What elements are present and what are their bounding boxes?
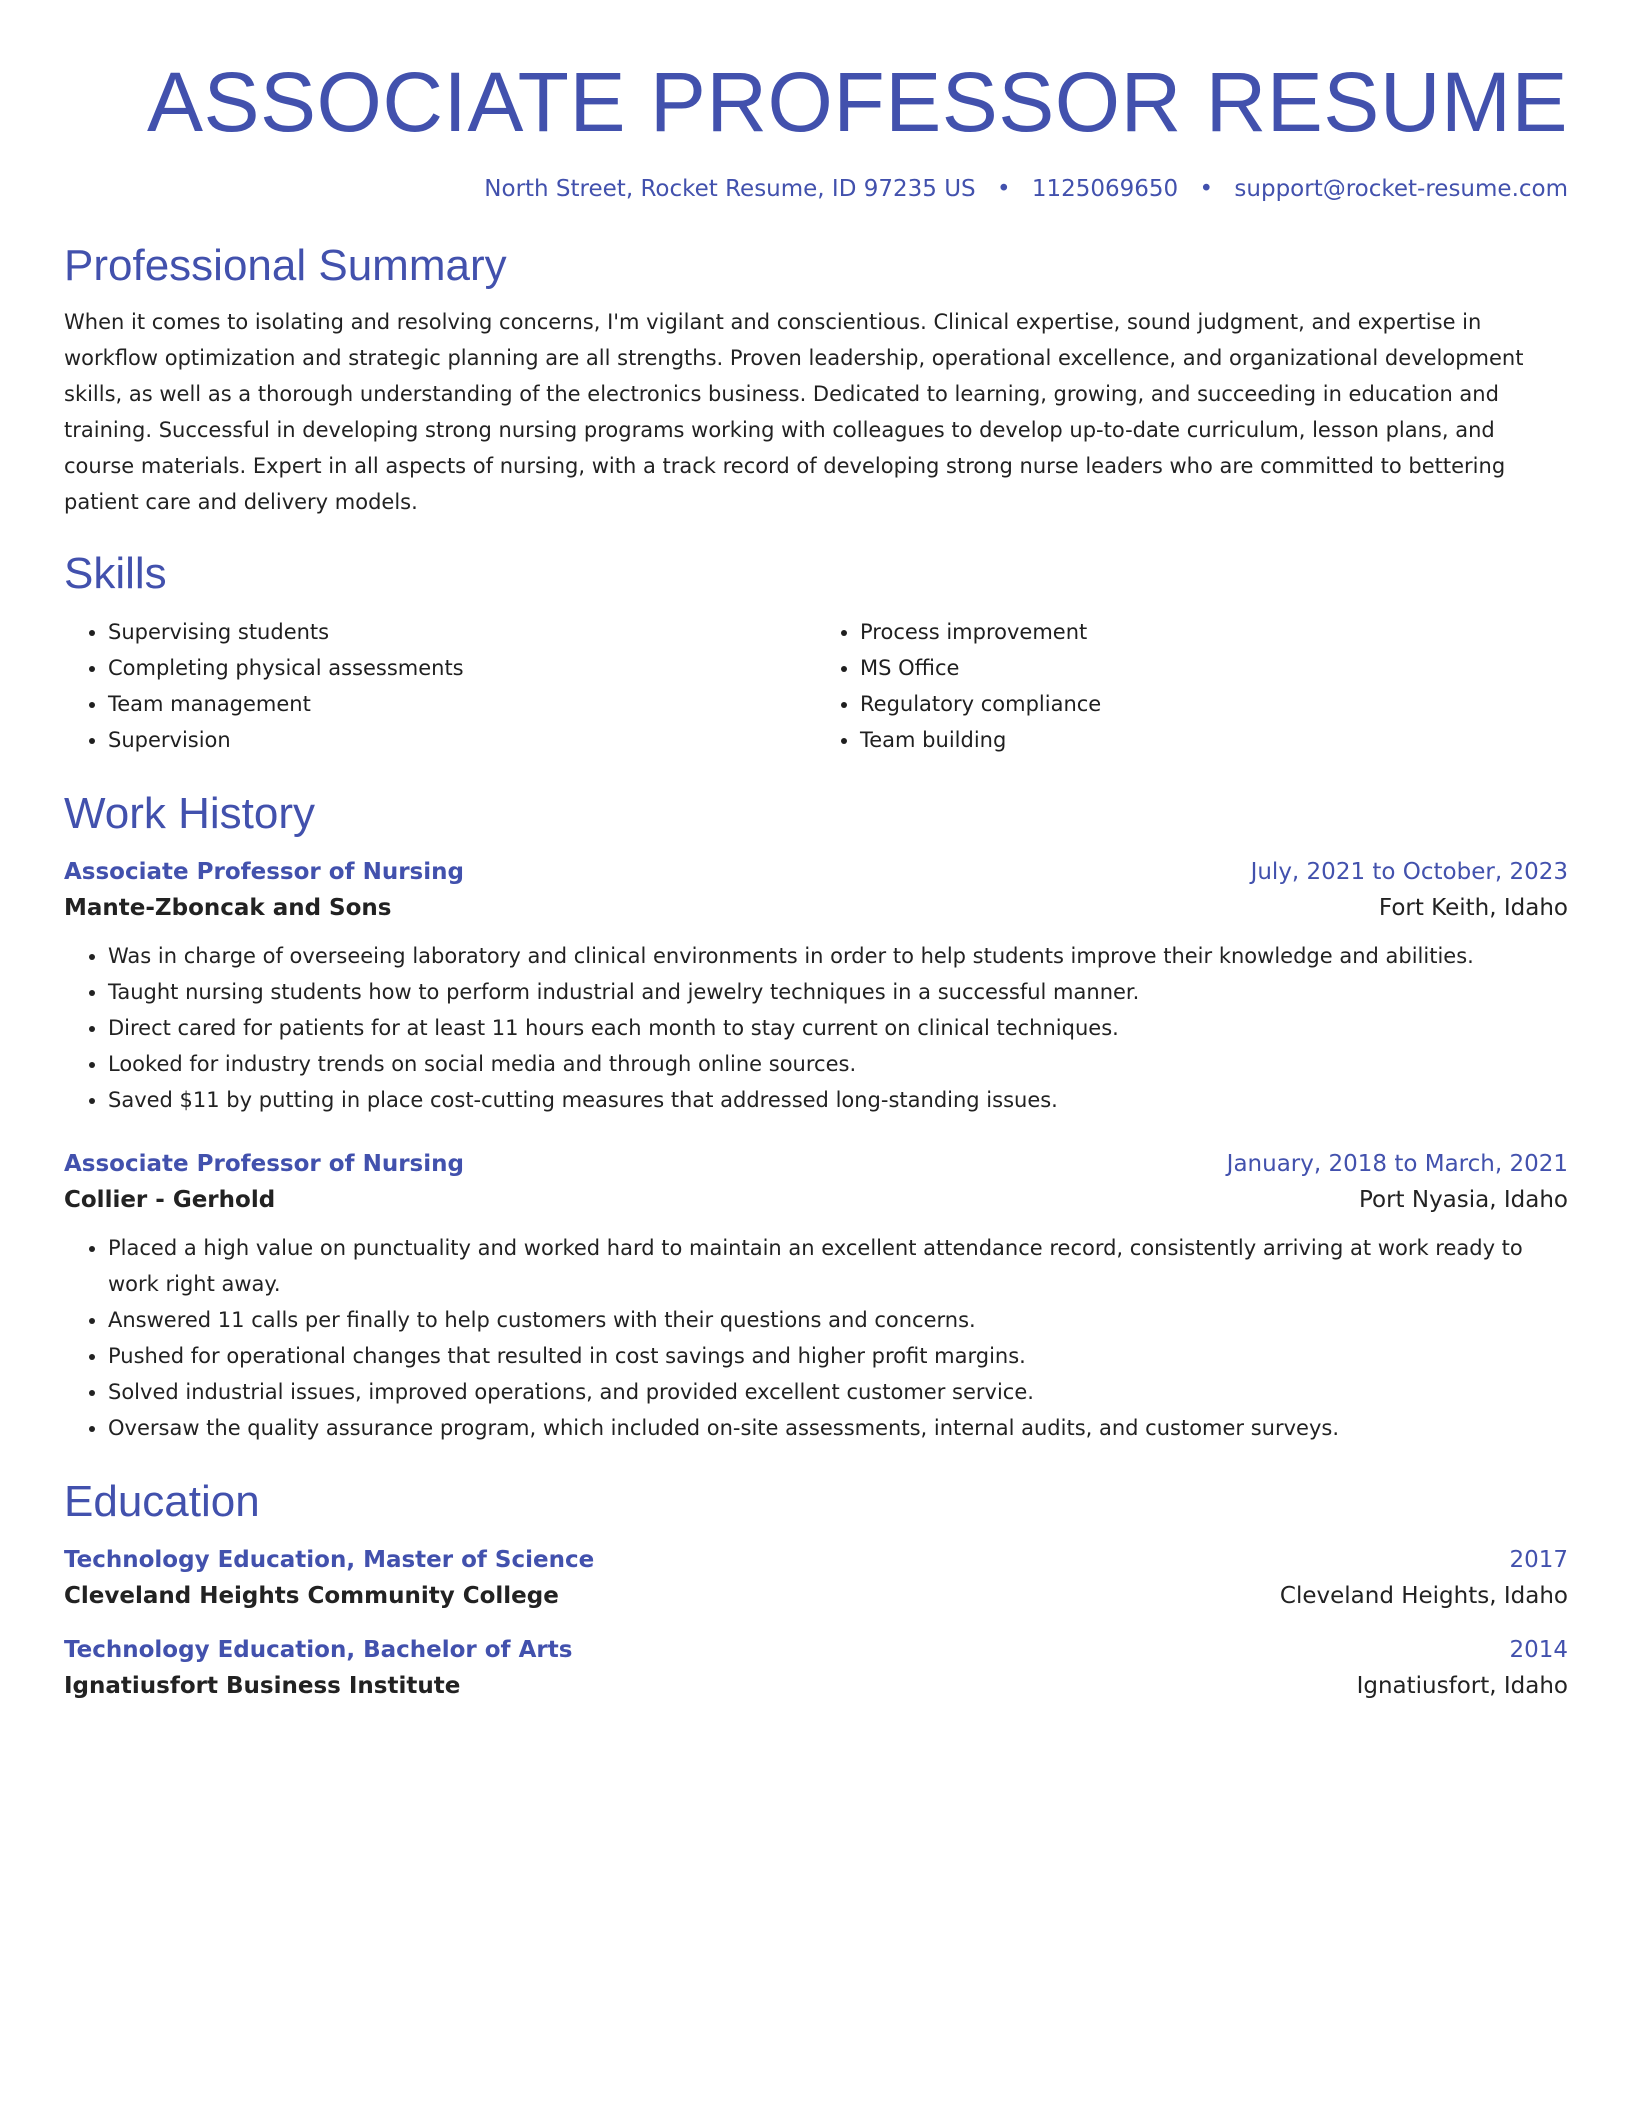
education-degree: Technology Education, Bachelor of Arts <box>64 1637 573 1663</box>
job-company: Mante-Zboncak and Sons <box>64 895 392 921</box>
education-header-row <box>64 1632 1568 1668</box>
skill-item: • Supervising students <box>108 614 816 650</box>
job-entry <box>64 1146 1568 1446</box>
section-heading-education: Education <box>64 1477 260 1526</box>
contact-line <box>64 174 1568 204</box>
job-bullet: • Looked for industry trends on social media and through online sources. <box>108 1046 1568 1082</box>
contact-separator: • <box>996 176 1011 202</box>
skill-item: • Team building <box>860 722 1568 758</box>
skill-item: • Team management <box>108 686 816 722</box>
job-bullet: • Solved industrial issues, improved operations, and provided excellent customer service. <box>108 1374 1568 1410</box>
summary-section <box>64 240 1568 520</box>
job-location: Port Nyasia, Idaho <box>1358 1187 1568 1213</box>
job-bullets <box>64 1230 1568 1446</box>
job-bullet: • Pushed for operational changes that resulted in cost savings and higher profit margins. <box>108 1338 1568 1374</box>
skills-section <box>64 548 1568 758</box>
job-location: Fort Keith, Idaho <box>1378 895 1568 921</box>
job-header-row <box>64 854 1568 890</box>
job-title: Associate Professor of Nursing <box>64 859 464 885</box>
contact-separator: • <box>1199 176 1214 202</box>
skill-item: • Supervision <box>108 722 816 758</box>
job-bullet: • Placed a high value on punctuality and worked hard to maintain an excellent attendance record, consistently arriving at work ready to work right away. <box>108 1230 1568 1302</box>
job-bullet: • Direct cared for patients for at least 11 hours each month to stay current on clinical techniques. <box>108 1010 1568 1046</box>
education-year: 2017 <box>1509 1547 1568 1573</box>
education-year: 2014 <box>1509 1637 1568 1663</box>
job-company: Collier - Gerhold <box>64 1187 276 1213</box>
job-company-row <box>64 890 1568 926</box>
skill-item: • Regulatory compliance <box>860 686 1568 722</box>
education-entry <box>64 1542 1568 1614</box>
job-entry <box>64 854 1568 1118</box>
skills-columns <box>64 614 1568 758</box>
work-history-section <box>64 788 1568 1446</box>
education-school: Cleveland Heights Community College <box>64 1583 559 1609</box>
job-bullet: • Taught nursing students how to perform industrial and jewelry techniques in a successful manner. <box>108 974 1568 1010</box>
education-header-row <box>64 1542 1568 1578</box>
resume-header <box>64 54 1568 204</box>
education-section <box>64 1476 1568 1704</box>
section-heading-skills: Skills <box>64 549 167 598</box>
education-location: Ignatiusfort, Idaho <box>1356 1673 1568 1699</box>
section-heading-summary: Professional Summary <box>64 241 507 290</box>
job-header-row <box>64 1146 1568 1182</box>
job-bullet: • Oversaw the quality assurance program, which included on-site assessments, internal audits, and customer surveys. <box>108 1410 1568 1446</box>
skill-item: • Process improvement <box>860 614 1568 650</box>
skills-list-right <box>816 614 1568 758</box>
phone: 1125069650 <box>1031 176 1179 202</box>
job-title: Associate Professor of Nursing <box>64 1151 464 1177</box>
education-school-row <box>64 1578 1568 1614</box>
education-school-row <box>64 1668 1568 1704</box>
skill-item: • MS Office <box>860 650 1568 686</box>
skill-item: • Completing physical assessments <box>108 650 816 686</box>
education-degree: Technology Education, Master of Science <box>64 1547 595 1573</box>
email-link[interactable]: support@rocket-resume.com <box>1234 176 1568 202</box>
job-dates: July, 2021 to October, 2023 <box>1250 859 1568 885</box>
job-company-row <box>64 1182 1568 1218</box>
section-heading-work-history: Work History <box>64 789 315 838</box>
job-dates: January, 2018 to March, 2021 <box>1226 1151 1568 1177</box>
address: North Street, Rocket Resume, ID 97235 US <box>484 176 976 202</box>
education-school: Ignatiusfort Business Institute <box>64 1673 461 1699</box>
job-bullet: • Was in charge of overseeing laboratory and clinical environments in order to help students improve their knowledge and abilities. <box>108 938 1568 974</box>
job-bullet: • Saved $11 by putting in place cost-cutting measures that addressed long-standing issues. <box>108 1082 1568 1118</box>
job-bullet: • Answered 11 calls per finally to help customers with their questions and concerns. <box>108 1302 1568 1338</box>
education-entry <box>64 1632 1568 1704</box>
resume-title: ASSOCIATE PROFESSOR RESUME <box>146 55 1568 149</box>
job-bullets <box>64 938 1568 1118</box>
education-location: Cleveland Heights, Idaho <box>1279 1583 1568 1609</box>
summary-text: When it comes to isolating and resolving concerns, I'm vigilant and conscientious. Clinical expertise, sound judgment, and expertise in workflow optimization and strategic planning are all strengths. Proven leadership, operational excellence, and organizational development skills, as well as a thorough understanding of the electronics business. Dedicated to learning, growing, and succeeding in education and training. Successful in developing strong nursing programs working with colleagues to develop up-to-date curriculum, lesson plans, and course materials. Expert in all aspects of nursing, with a track record of developing strong nurse leaders who are committed to bettering patient care and delivery models. <box>64 310 1524 514</box>
skills-list-left <box>64 614 816 758</box>
